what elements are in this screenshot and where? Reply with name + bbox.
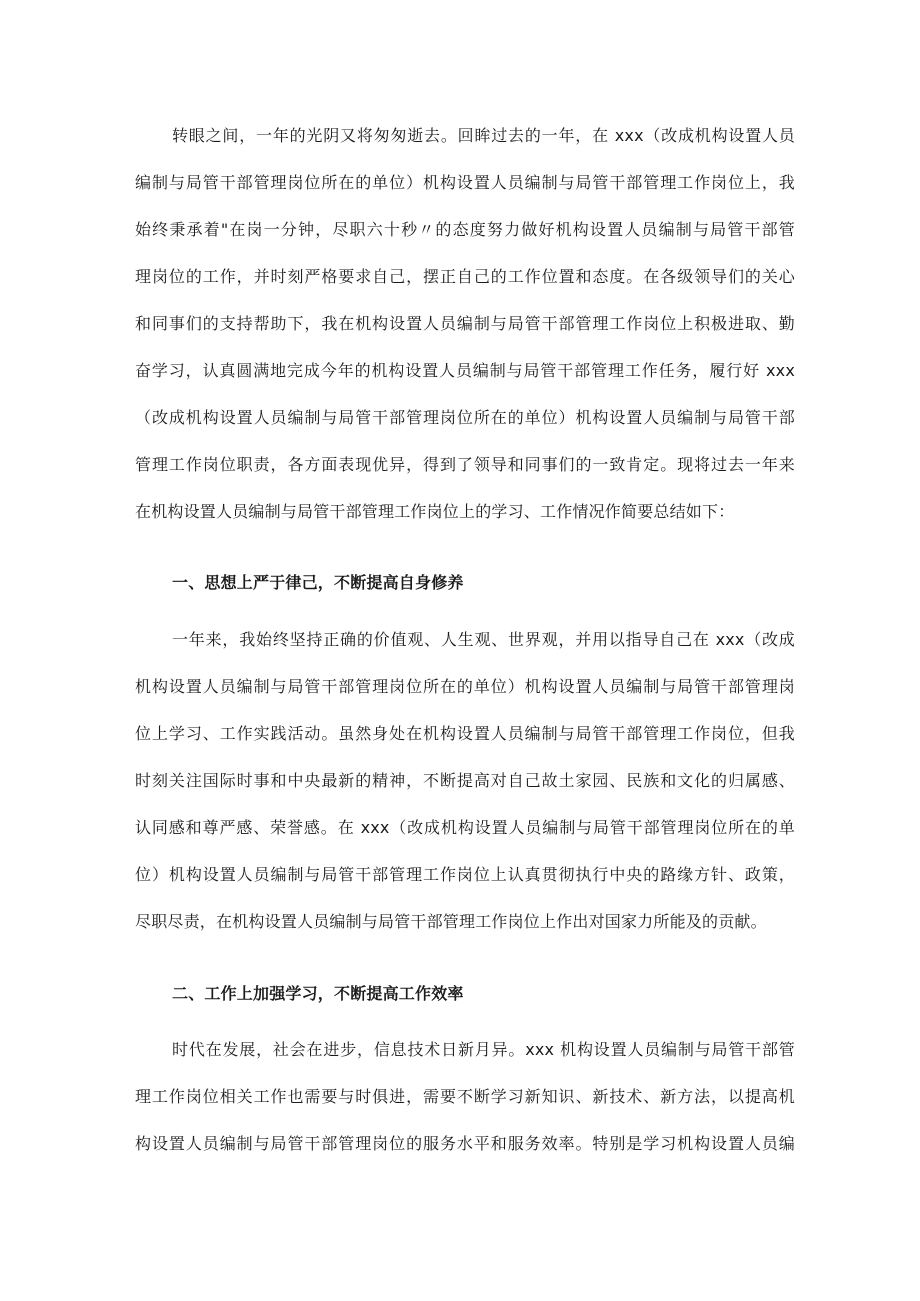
intro-line-7: （改成机构设置人员编制与局管干部管理岗位所在的单位）机构设置人员编制与局管干部 xyxy=(135,408,795,427)
section-1-line-4: 时刻关注国际时事和中央最新的精神，不断提高对自己故土家园、民族和文化的归属感、 xyxy=(135,771,795,790)
intro-line-2: 编制与局管干部管理岗位所在的单位）机构设置人员编制与局管干部管理工作岗位上，我 xyxy=(135,173,795,192)
section-2-heading: 二、工作上加强学习，不断提高工作效率 xyxy=(172,984,464,1003)
section-2-line-2: 理工作岗位相关工作也需要与时俱进，需要不断学习新知识、新技术、新方法，以提高机 xyxy=(135,1087,795,1106)
section-1-line-6: 位）机构设置人员编制与局管干部管理工作岗位上认真贯彻执行中央的路缘方针、政策， xyxy=(135,865,795,884)
section-2-line-1: 时代在发展，社会在进步，信息技术日新月异。xxx 机构设置人员编制与局管干部管 xyxy=(172,1040,795,1059)
intro-line-5: 和同事们的支持帮助下，我在机构设置人员编制与局管干部管理工作岗位上积极进取、勤 xyxy=(135,314,795,333)
section-1-line-3: 位上学习、工作实践活动。虽然身处在机构设置人员编制与局管干部管理工作岗位，但我 xyxy=(135,724,795,743)
intro-line-6: 奋学习，认真圆满地完成今年的机构设置人员编制与局管干部管理工作任务，履行好 xxx xyxy=(135,361,795,380)
intro-line-4: 理岗位的工作，并时刻严格要求自己，摆正自己的工作位置和态度。在各级领导们的关心 xyxy=(135,267,795,286)
intro-line-9: 在机构设置人员编制与局管干部管理工作岗位上的学习、工作情况作简要总结如下： xyxy=(135,502,735,521)
section-1-heading: 一、思想上严于律己，不断提高自身修养 xyxy=(172,573,464,592)
section-1-line-5: 认同感和尊严感、荣誉感。在 xxx（改成机构设置人员编制与局管干部管理岗位所在的单 xyxy=(135,818,795,837)
intro-line-3: 始终秉承着"在岗一分钟，尽职六十秒〃的态度努力做好机构设置人员编制与局管干部管 xyxy=(135,220,795,239)
section-1-line-1: 一年来，我始终坚持正确的价值观、人生观、世界观，并用以指导自己在 xxx（改成 xyxy=(172,630,795,649)
section-2-line-3: 构设置人员编制与局管干部管理岗位的服务水平和服务效率。特别是学习机构设置人员编 xyxy=(135,1134,795,1153)
section-1-line-7: 尽职尽责，在机构设置人员编制与局管干部管理工作岗位上作出对国家力所能及的贡献。 xyxy=(135,912,767,931)
intro-line-8: 管理工作岗位职责，各方面表现优异，得到了领导和同事们的一致肯定。现将过去一年来 xyxy=(135,455,795,474)
section-1-line-2: 机构设置人员编制与局管干部管理岗位所在的单位）机构设置人员编制与局管干部管理岗 xyxy=(135,677,795,696)
intro-line-1: 转眼之间，一年的光阴又将匆匆逝去。回眸过去的一年，在 xxx（改成机构设置人员 xyxy=(172,126,795,145)
